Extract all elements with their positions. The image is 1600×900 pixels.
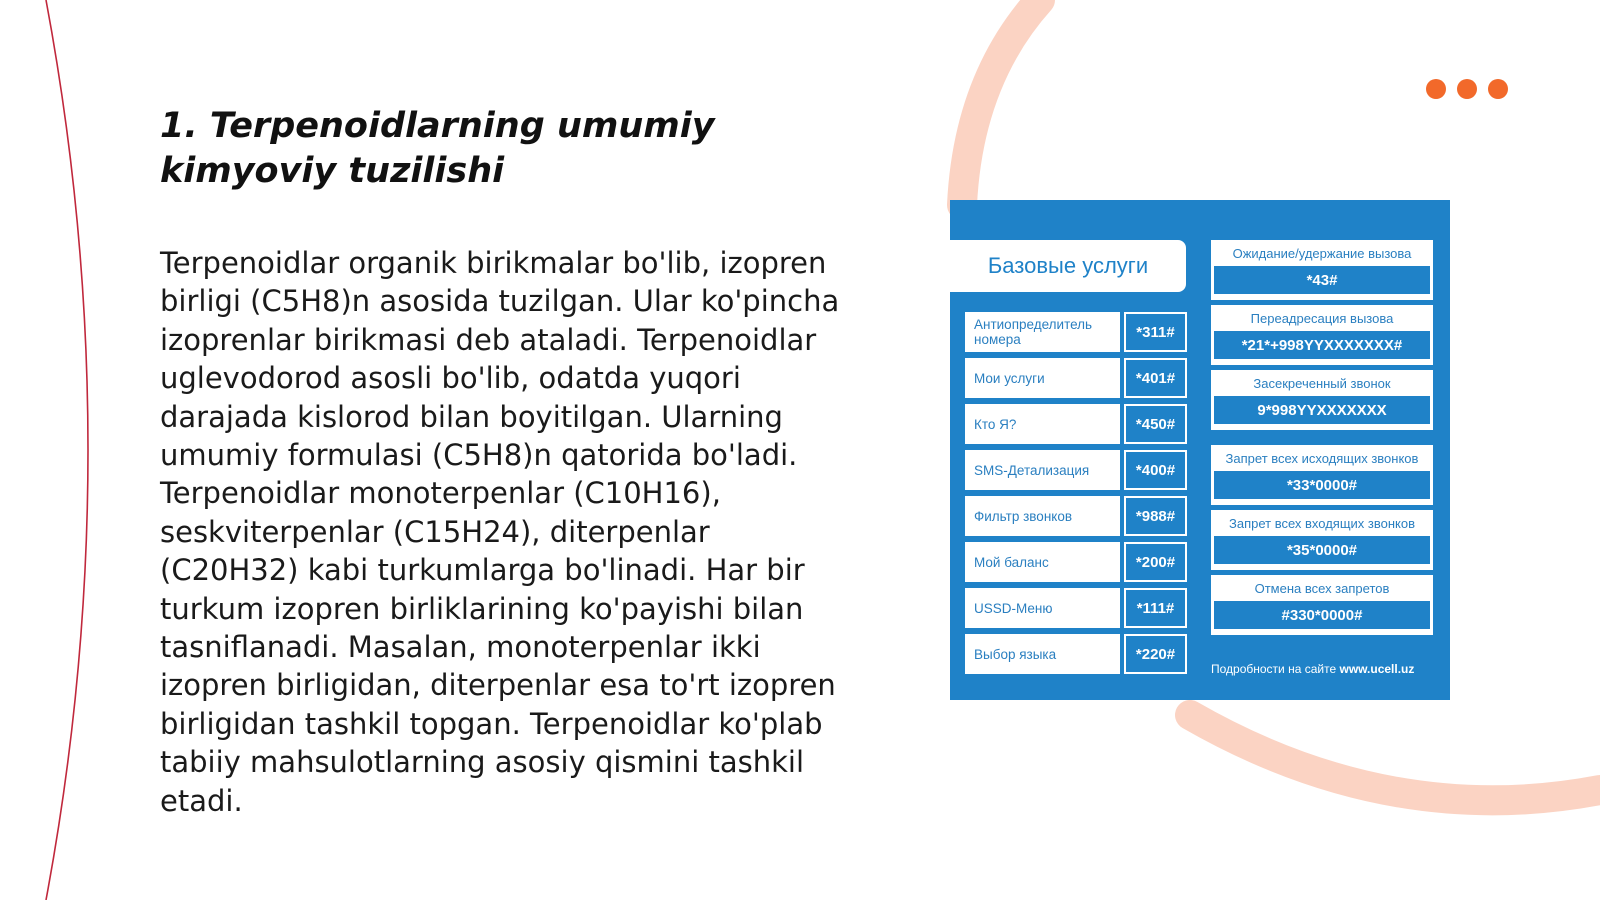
card-footnote [1211, 662, 1441, 676]
service-name: Мои услуги [965, 358, 1120, 398]
call-service-box [1211, 370, 1433, 430]
call-service-box [1211, 445, 1433, 505]
dot-3 [1488, 79, 1508, 99]
services-image [950, 200, 1450, 700]
service-row [965, 312, 1187, 352]
service-row [965, 542, 1187, 582]
service-code: *111# [1124, 588, 1187, 628]
footnote-website: www.ucell.uz [1339, 662, 1415, 676]
service-code: *220# [1124, 634, 1187, 674]
call-service-code: *43# [1214, 266, 1430, 294]
slide-body-text: Terpenoidlar organik birikmalar bo'lib, izopren birligi (C5H8)n asosida tuzilgan. Ular ko'pincha izoprenlar birikmasi deb ataladi. Terpenoidlar uglevodorod asosli bo'lib, odatda yuqori darajada kislorod bilan boyitilgan. Ularning umumiy formulasi (C5H8)n qatorida bo'ladi. Terpenoidlar monoterpenlar (C10H16), seskviterpenlar (C15H24), diterpenlar (C20H32) kabi turkumlarga bo'linadi. Har bir turkum izopren birliklarining ko'payishi bilan tasniflanadi. Masalan, monoterpenlar ikki izopren birligidan, diterpenlar esa to'rt izopren birligidan tashkil topgan. Terpenoidlar ko'plab tabiiy mahsulotlarning asosiy qismini tashkil etadi. [160, 246, 840, 818]
call-service-box [1211, 240, 1433, 300]
service-code: *401# [1124, 358, 1187, 398]
peach-arc-bottom [1190, 715, 1600, 800]
service-name: SMS-Детализация [965, 450, 1120, 490]
peach-arc-top [962, 0, 1040, 205]
service-row [965, 634, 1187, 674]
dot-1 [1426, 79, 1446, 99]
service-code: *200# [1124, 542, 1187, 582]
service-row [965, 404, 1187, 444]
call-service-box [1211, 305, 1433, 365]
service-row [965, 588, 1187, 628]
call-service-code: *21*+998YYXXXXXXX# [1214, 331, 1430, 359]
call-service-label: Переадресация вызова [1250, 310, 1394, 326]
service-name: Выбор языка [965, 634, 1120, 674]
slide-title: 1. Terpenoidlarning umumiy kimyoviy tuzilishi [160, 106, 715, 191]
call-services-column [1211, 240, 1433, 640]
service-code: *400# [1124, 450, 1187, 490]
call-service-code: *35*0000# [1214, 536, 1430, 564]
dots-decoration [1426, 79, 1508, 99]
services-list [965, 312, 1187, 680]
footnote-text: Подробности на сайте [1211, 662, 1337, 676]
service-code: *988# [1124, 496, 1187, 536]
call-service-code: 9*998YYXXXXXXX [1214, 396, 1430, 424]
service-row [965, 358, 1187, 398]
call-service-label: Запрет всех входящих звонков [1228, 515, 1416, 531]
left-curve-line [46, 0, 88, 900]
card-header: Базовые услуги [950, 240, 1186, 292]
service-code: *450# [1124, 404, 1187, 444]
call-service-label: Ожидание/удержание вызова [1232, 245, 1412, 261]
service-code: *311# [1124, 312, 1187, 352]
call-service-box [1211, 510, 1433, 570]
service-name: Антиопределитель номера [965, 312, 1120, 352]
service-row [965, 450, 1187, 490]
call-service-label: Запрет всех исходящих звонков [1225, 450, 1419, 466]
dot-2 [1457, 79, 1477, 99]
service-name: Мой баланс [965, 542, 1120, 582]
service-row [965, 496, 1187, 536]
service-name: Фильтр звонков [965, 496, 1120, 536]
service-name: USSD-Меню [965, 588, 1120, 628]
service-name: Кто Я? [965, 404, 1120, 444]
call-service-code: *33*0000# [1214, 471, 1430, 499]
call-service-code: #330*0000# [1214, 601, 1430, 629]
call-service-label: Засекреченный звонок [1253, 375, 1391, 391]
call-service-label: Отмена всех запретов [1254, 580, 1390, 596]
call-service-box [1211, 575, 1433, 635]
